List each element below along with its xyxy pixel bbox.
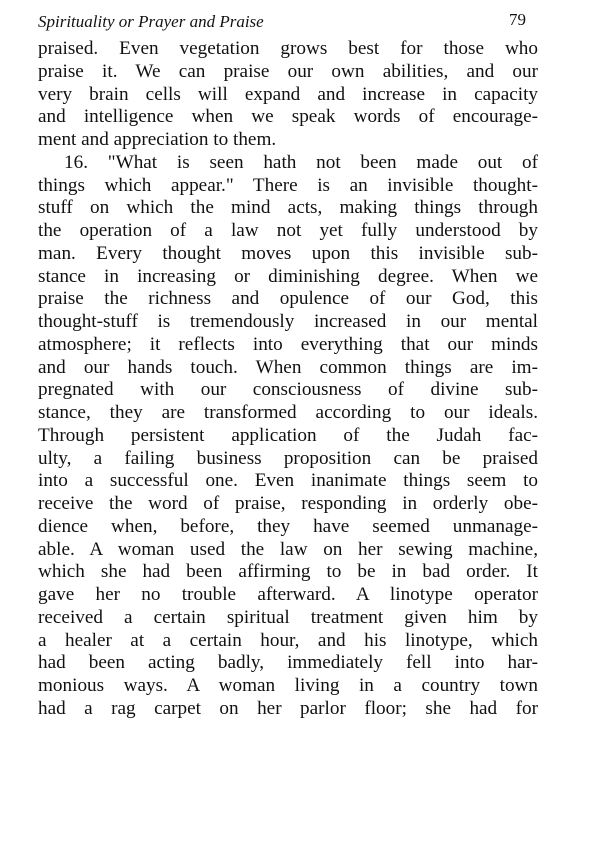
text-line: dience when, before, they have seemed unmanage- <box>38 515 538 537</box>
text-line: and our hands touch. When common things are im- <box>38 356 538 378</box>
text-line: 16. "What is seen hath not been made out of <box>64 151 538 173</box>
text-line: and intelligence when we speak words of encourage- <box>38 106 538 128</box>
text-line: ulty, a failing business proposition can be praised <box>38 447 538 469</box>
text-line: things which appear." There is an invisible thought- <box>38 174 538 196</box>
paragraph <box>38 38 538 152</box>
text-line: had been acting badly, immediately fell into har- <box>38 652 538 674</box>
running-title: Spirituality or Prayer and Praise <box>38 12 264 31</box>
text-line: pregnated with our consciousness of divine sub- <box>38 379 538 401</box>
paragraph <box>38 152 538 721</box>
text-line: monious ways. A woman living in a country town <box>38 675 538 696</box>
text-line: stuff on which the mind acts, making things through <box>38 197 538 219</box>
text-line: stance, they are transformed according to our ideals. <box>38 402 538 423</box>
text-line: received a certain spiritual treatment given him by <box>38 606 538 628</box>
text-line: praise the richness and opulence of our God, this <box>38 288 538 310</box>
page-body <box>38 38 538 721</box>
text-line: had a rag carpet on her parlor floor; she had for <box>38 697 538 719</box>
text-line: able. A woman used the law on her sewing machine, <box>38 538 538 560</box>
text-line: man. Every thought moves upon this invisible sub- <box>38 242 538 264</box>
text-line: praised. Even vegetation grows best for those who <box>38 38 538 59</box>
text-line: thought-stuff is tremendously increased in our mental <box>38 311 538 332</box>
text-line: the operation of a law not yet fully understood by <box>38 220 538 241</box>
text-line: praise it. We can praise our own abilities, and our <box>38 60 538 82</box>
text-line: which she had been affirming to be in bad order. It <box>38 561 538 583</box>
text-line: atmosphere; it reflects into everything that our minds <box>38 333 538 355</box>
text-line: a healer at a certain hour, and his linotype, which <box>38 629 538 651</box>
page-number: 79 <box>509 10 526 29</box>
text-line: stance in increasing or diminishing degree. When we <box>38 265 538 287</box>
text-line: gave her no trouble afterward. A linotype operator <box>38 584 538 605</box>
text-line: Through persistent application of the Judah fac- <box>38 424 538 446</box>
page-header <box>38 12 540 36</box>
text-line: receive the word of praise, responding in orderly obe- <box>38 493 538 514</box>
text-line: into a successful one. Even inanimate things seem to <box>38 470 538 492</box>
text-line: very brain cells will expand and increase in capacity <box>38 83 538 105</box>
text-line: ment and appreciation to them. <box>38 129 277 150</box>
